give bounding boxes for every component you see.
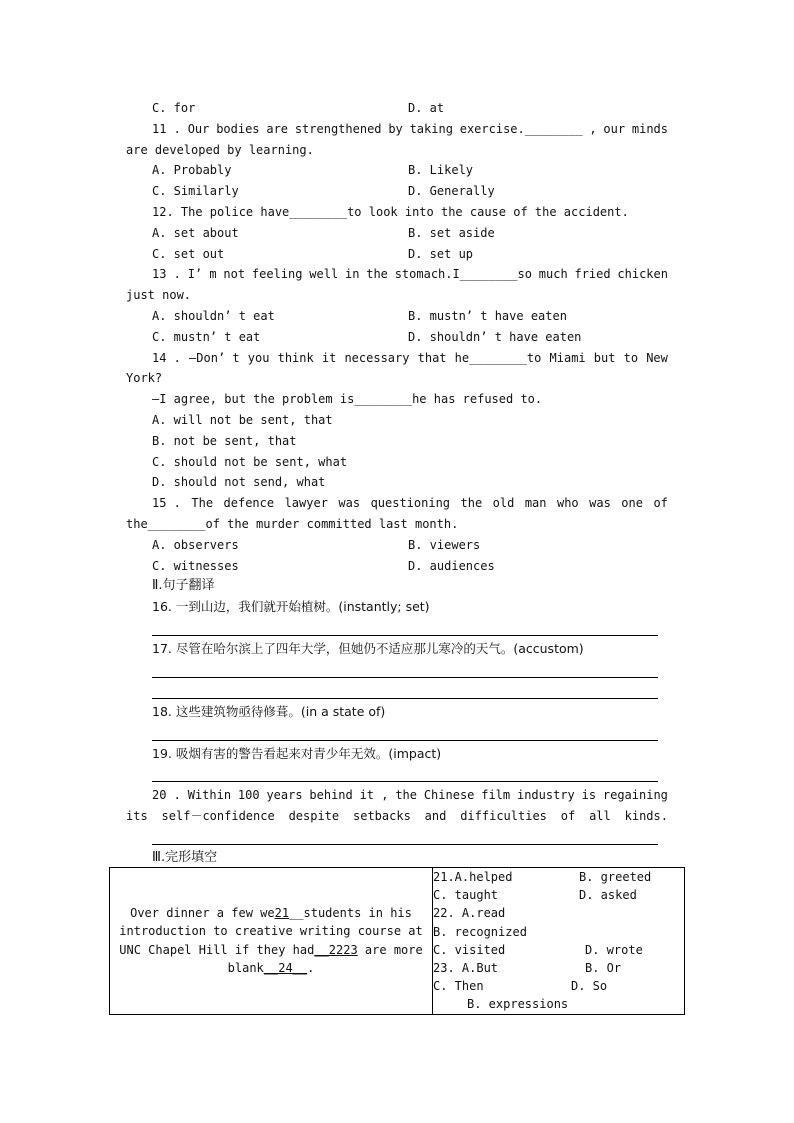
q15-options-cd	[126, 556, 668, 577]
q11-stem-line2: are developed by learning.	[126, 142, 314, 157]
options-row: 22. A.read	[433, 906, 506, 921]
q17-prompt: 17. 尽管在哈尔滨上了四年大学，但她仍不适应那儿寒冷的天气。(accustom)	[152, 640, 584, 656]
option-c: C. witnesses	[152, 558, 239, 573]
option-d: D. set up	[408, 246, 474, 261]
exam-page	[126, 98, 668, 869]
q18-prompt: 18. 这些建筑物亟待修葺。(in a state of)	[152, 703, 386, 719]
option-a: A. will not be sent, that	[152, 412, 333, 427]
option-b: B. viewers	[408, 537, 481, 552]
option-b: B. set aside	[408, 225, 495, 240]
q19-answer-line[interactable]	[126, 764, 668, 785]
option-d: D. shouldn’ t have eaten	[408, 329, 582, 344]
blank-22-23: __2223	[314, 942, 358, 957]
q17-answer-line-1[interactable]	[126, 660, 668, 681]
cloze-table	[109, 867, 685, 1015]
cloze-options	[433, 868, 685, 1015]
q12-options-ab	[126, 223, 668, 244]
q11-options-ab	[126, 160, 668, 181]
option-b: B. not be sent, that	[152, 433, 297, 448]
q14-reply: —I agree, but the problem is________he has refused to.	[152, 392, 543, 407]
option-b: B. Likely	[408, 163, 474, 178]
q11-options-cd	[126, 181, 668, 202]
q17-answer-line-2[interactable]	[126, 681, 668, 702]
option-d: D. audiences	[408, 558, 495, 573]
option-a: A. shouldn’ t eat	[152, 308, 275, 323]
q12-options-cd	[126, 244, 668, 265]
option-a: A. Probably	[152, 163, 232, 178]
option-d: D. Generally	[408, 184, 495, 199]
q12-stem: 12. The police have________to look into the cause of the accident.	[152, 204, 629, 219]
q16-prompt: 16. 一到山边，我们就开始植树。(instantly; set)	[152, 599, 430, 615]
q15-stem-line2: the________of the murder committed last month.	[126, 516, 459, 531]
options-row: 21.A.helped B. greeted	[433, 870, 652, 884]
option-b: B. mustn’ t have eaten	[408, 308, 567, 323]
q19-prompt: 19. 吸烟有害的警告看起来对青少年无效。(impact)	[152, 745, 442, 761]
q14-stem-line2: York?	[126, 371, 163, 386]
option-c: C. set out	[152, 246, 225, 261]
option-c: C. should not be sent, what	[152, 454, 348, 469]
option-a: A. observers	[152, 537, 239, 552]
q11-stem-line1: 11 . Our bodies are strengthened by taking exercise.________ , our minds	[152, 121, 668, 136]
section-title-translation: Ⅱ.句子翻译	[152, 578, 215, 594]
q20-answer-line[interactable]	[126, 827, 668, 848]
option-d: D. should not send, what	[152, 475, 326, 490]
blank-24: __24__	[263, 961, 308, 976]
q10-options	[126, 98, 668, 119]
option-c: C. mustn’ t eat	[152, 329, 261, 344]
options-row: C. taught D. asked	[433, 888, 637, 903]
options-row: B. expressions	[467, 997, 569, 1012]
option-c: C. Similarly	[152, 184, 239, 199]
q15-options-ab	[126, 535, 668, 556]
option-d: D. at	[408, 101, 445, 115]
blank-21: 21	[274, 905, 290, 920]
q18-answer-line[interactable]	[126, 723, 668, 744]
q13-stem-line2: just now.	[126, 288, 192, 303]
options-row: C. visited D. wrote	[433, 942, 643, 957]
section-title-cloze: Ⅲ.完形填空	[152, 849, 218, 865]
cloze-passage: Over dinner a few we21__students in his introduction to creative writing course at UNC Chapel Hill if they had__2223 are more blank__24__.	[110, 868, 433, 1015]
q20-prompt-line2: its self－confidence despite setbacks and difficulties of all kinds.	[126, 809, 668, 824]
q15-stem-line1: 15 . The defence lawyer was questioning the old man who was one of	[152, 496, 668, 511]
options-row: C. Then D. So	[433, 979, 608, 994]
q13-stem-line1: 13 . I’ m not feeling well in the stomach.I________so much fried chicken	[152, 267, 668, 282]
q16-answer-line[interactable]	[126, 618, 668, 639]
option-a: A. set about	[152, 225, 239, 240]
options-row: 23. A.But B. Or	[433, 961, 622, 976]
q13-options-cd	[126, 327, 668, 348]
q13-options-ab	[126, 306, 668, 327]
q14-stem-line1: 14 . —Don’ t you think it necessary that he________to Miami but to New	[152, 350, 668, 365]
q20-prompt-line1: 20 . Within 100 years behind it , the Chinese film industry is regaining	[152, 788, 668, 803]
option-c: C. for	[152, 101, 196, 115]
options-row: B. recognized	[433, 924, 527, 939]
